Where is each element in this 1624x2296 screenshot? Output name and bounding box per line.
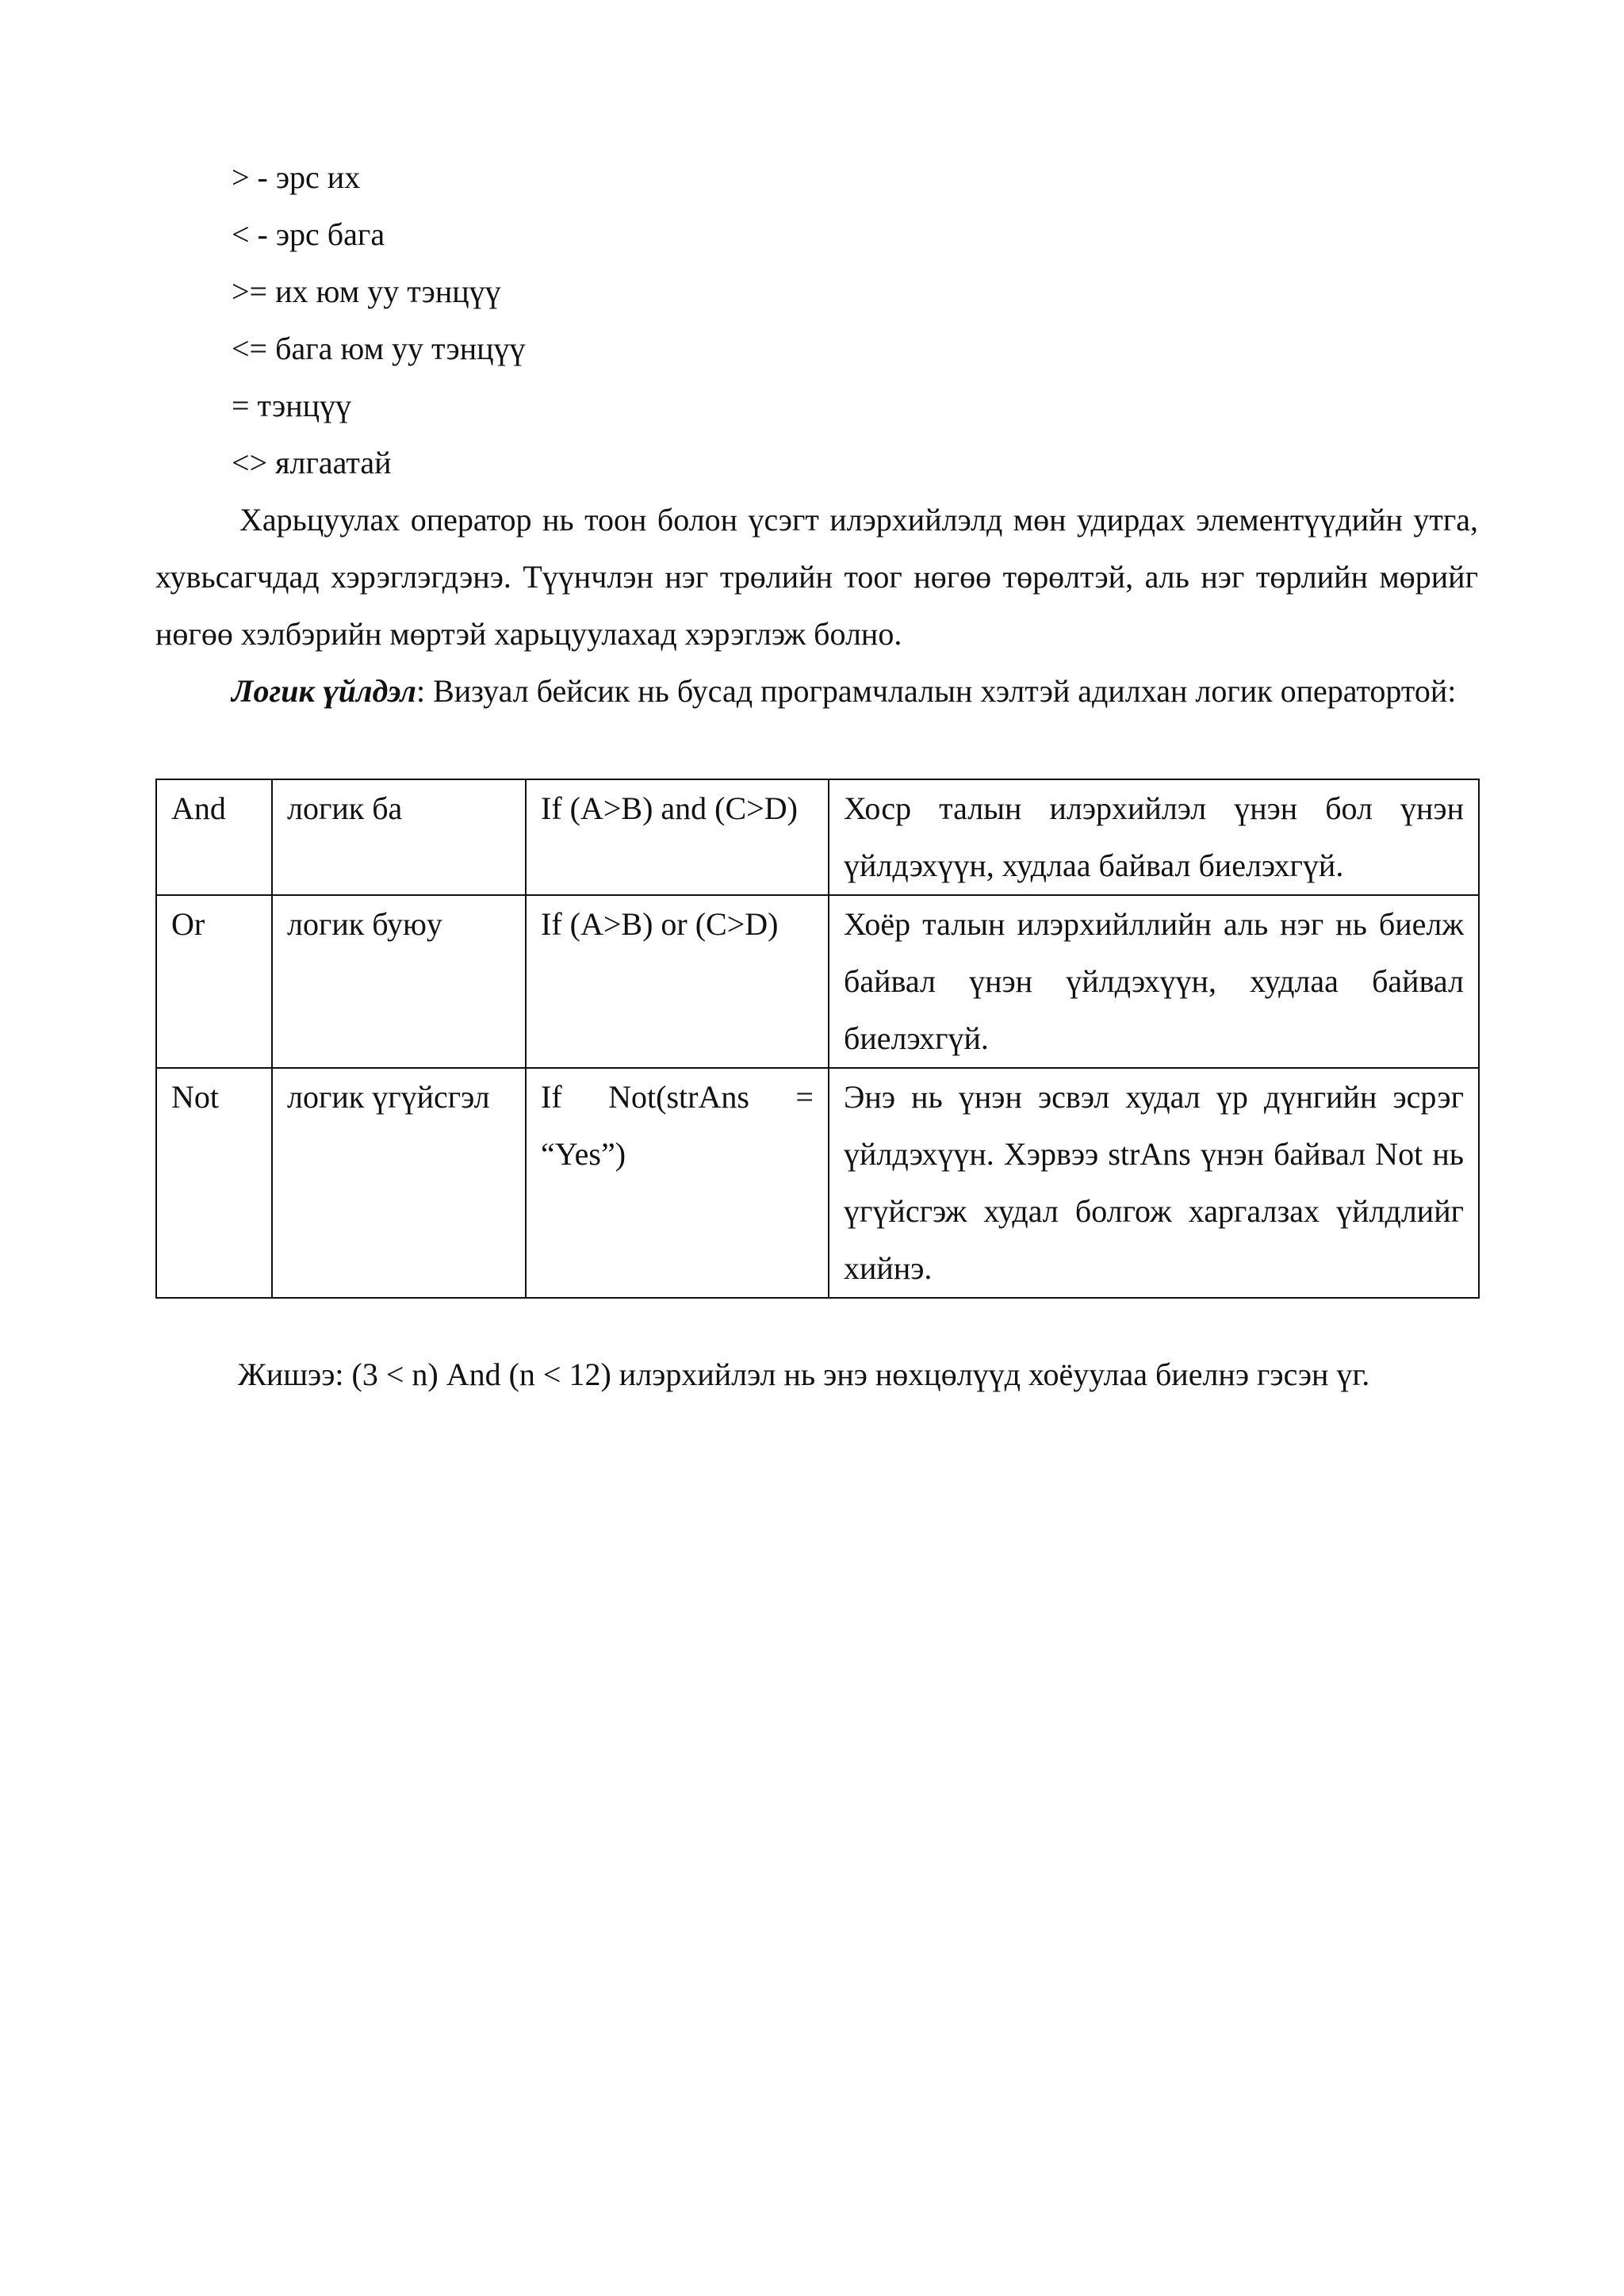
operator-greater: > - эрс их [232, 159, 361, 195]
table-cell-description: Энэ нь үнэн эсвэл худал үр дүнгийн эсрэг үйлдэхүүн. Хэрвээ strAns үнэн байвал Not нь үгүйсгэж худал болгож харгалзах үйлдлийг хийнэ. [829, 1068, 1479, 1298]
example-sentence: Жишээ: (3 < n) And (n < 12) илэрхийлэл нь энэ нөхцөлүүд хоёуулаа биелнэ гэсэн үг. [238, 1357, 1370, 1392]
logic-operator-table [155, 779, 1480, 1299]
table-cell-description: Хоср талын илэрхийлэл үнэн бол үнэн үйлдэхүүн, худлаа байвал биелэхгүй. [829, 779, 1479, 895]
logic-paragraph [155, 663, 1478, 720]
table-cell-name: логик ба [272, 779, 526, 895]
operator-greater-equal: >= их юм уу тэнцүү [232, 274, 501, 309]
table-cell-operator: Or [156, 895, 272, 1068]
logic-intro-text: : Визуал бейсик нь бусад програмчлалын хэлтэй адилхан логик оператортой: [416, 673, 1457, 709]
operator-equal: = тэнцүү [232, 388, 352, 423]
operator-less-equal: <= бага юм уу тэнцүү [232, 331, 526, 366]
table-cell-example: If (A>B) or (C>D) [526, 895, 829, 1068]
comparison-paragraph: Харьцуулах оператор нь тоон болон үсэгт илэрхийлэлд мөн удирдах элементүүдийн утга, хувьсагчдад хэрэглэгдэнэ. Түүнчлэн нэг трөлийн тоог нөгөө төрөлтэй, аль нэг төрлийн мөрийг нөгөө хэлбэрийн мөртэй харьцуулахад хэрэглэж болно. [155, 502, 1478, 652]
table-cell-example: If Not(strAns = “Yes”) [526, 1068, 829, 1298]
operator-not-equal: <> ялгаатай [232, 445, 392, 480]
table-row [156, 779, 1479, 895]
table-cell-operator: Not [156, 1068, 272, 1298]
table-row [156, 895, 1479, 1068]
table-cell-example: If (A>B) and (C>D) [526, 779, 829, 895]
table-cell-name: логик үгүйсгэл [272, 1068, 526, 1298]
table-row [156, 1068, 1479, 1298]
comparison-operator-list [232, 149, 1342, 492]
operator-less: < - эрс бага [232, 216, 385, 252]
table-cell-operator: And [156, 779, 272, 895]
logic-title: Логик үйлдэл [232, 673, 416, 709]
table-cell-name: логик буюу [272, 895, 526, 1068]
table-cell-description: Хоёр талын илэрхийллийн аль нэг нь биелж байвал үнэн үйлдэхүүн, худлаа байвал биелэхгүй. [829, 895, 1479, 1068]
